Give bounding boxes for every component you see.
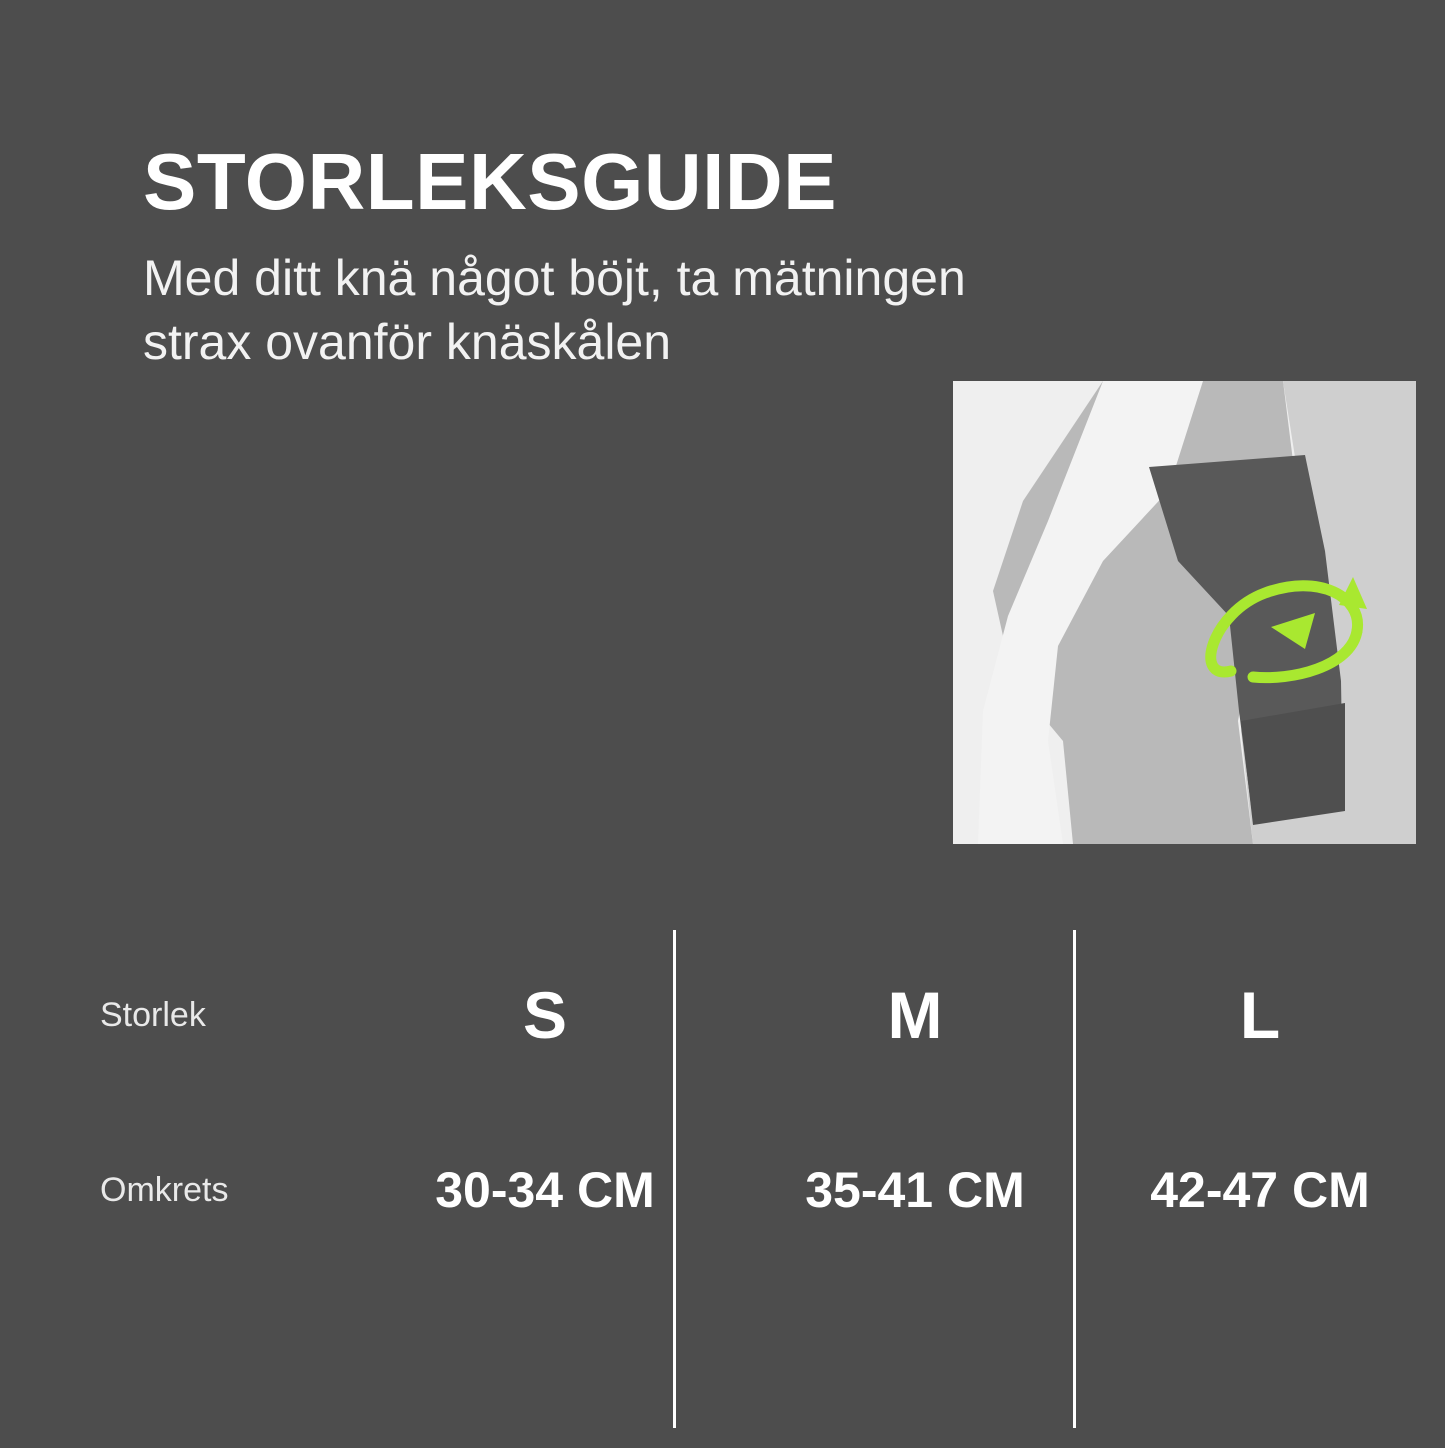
row-label-size: Storlek	[100, 995, 206, 1034]
size-table	[95, 930, 1405, 1430]
size-header-l: L	[1239, 978, 1281, 1052]
size-header-s: S	[522, 978, 568, 1052]
circumference-value-m: 35-41 CM	[805, 1162, 1025, 1218]
header	[143, 137, 1003, 374]
page-subtitle: Med ditt knä något böjt, ta mätningen strax ovanför knäskålen	[143, 250, 966, 370]
column-divider-2	[1073, 930, 1076, 1428]
circumference-value-l: 42-47 CM	[1150, 1162, 1370, 1218]
knee-measurement-illustration	[953, 381, 1416, 844]
row-label-circumference: Omkrets	[100, 1170, 229, 1209]
circumference-value-s: 30-34 CM	[435, 1162, 655, 1218]
page-title: STORLEKSGUIDE	[143, 137, 837, 226]
size-header-m: M	[887, 978, 943, 1052]
column-divider-1	[673, 930, 676, 1428]
